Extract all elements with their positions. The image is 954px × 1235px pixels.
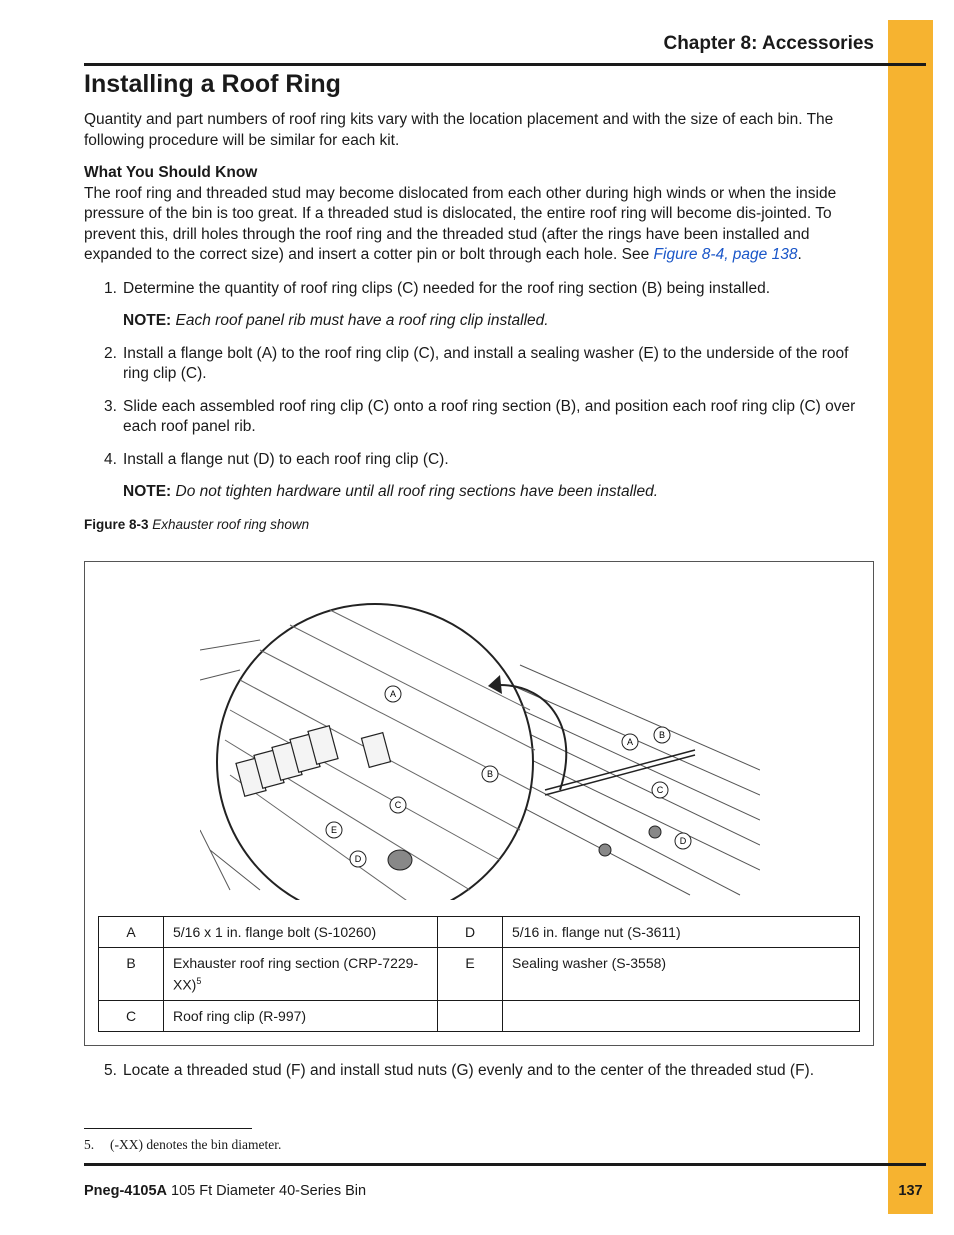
step-number: 5.	[104, 1062, 117, 1079]
steps-list	[84, 279, 874, 300]
step-number: 3.	[104, 397, 117, 415]
parts-legend-table	[98, 916, 860, 1032]
chapter-title: Chapter 8: Accessories	[663, 33, 874, 54]
figure-caption	[84, 515, 874, 536]
footnote-rule	[84, 1128, 252, 1129]
table-row	[99, 1000, 860, 1031]
callout-a-small: A	[626, 737, 634, 747]
intro-paragraph: Quantity and part numbers of roof ring kits vary with the location placement and with the size of each bin. The following procedure will be similar for each kit.	[84, 111, 834, 149]
legend-value	[503, 1000, 860, 1031]
step-text: Install a flange nut (D) to each roof ring clip (C).	[123, 450, 449, 468]
footer-rule	[84, 1163, 926, 1166]
section-heading: What You Should Know	[84, 164, 258, 181]
callout-d-small: D	[679, 836, 687, 846]
note	[84, 482, 874, 503]
legend-value-text: Exhauster roof ring section (CRP-7229-XX)	[173, 955, 419, 993]
know-text: The roof ring and threaded stud may become dislocated from each other during high winds or when the inside pressure of the bin is too great. If a threaded stud is dislocated, the entire roof ring will become dis-jointed. To prevent this, drill holes through the roof ring and the threaded stud (after the rings have been installed and expanded to the correct size) and insert a cotter pin or bolt through each hole. See	[84, 184, 837, 263]
step-text: Determine the quantity of roof ring clips (C) needed for the roof ring section (B) being installed.	[123, 279, 771, 297]
legend-key	[438, 1000, 503, 1031]
body-content	[84, 110, 874, 535]
legend-value: Sealing washer (S-3558)	[503, 948, 860, 1001]
footer-doc-number: Pneg-4105A	[84, 1183, 168, 1199]
callout-c: C	[394, 800, 402, 810]
know-end: .	[797, 246, 802, 263]
legend-key: A	[99, 917, 164, 948]
footnote-text: (-XX) denotes the bin diameter.	[110, 1137, 282, 1152]
callout-b-small: B	[658, 730, 666, 740]
page-number: 137	[898, 1183, 923, 1199]
legend-value: 5/16 x 1 in. flange bolt (S-10260)	[164, 917, 438, 948]
step-number: 1.	[104, 279, 117, 297]
header-rule	[84, 63, 926, 66]
step-number: 4.	[104, 450, 117, 468]
note	[84, 311, 874, 332]
legend-key: B	[99, 948, 164, 1001]
note-text: Each roof panel rib must have a roof ring clip installed.	[175, 312, 549, 329]
callout-b: B	[486, 769, 494, 779]
page-title: Installing a Roof Ring	[84, 70, 341, 98]
step-text: Install a flange bolt (A) to the roof ring clip (C), and install a sealing washer (E) to the underside of the roof ring clip (C).	[123, 344, 849, 382]
figure-link[interactable]: Figure 8-4, page 138	[653, 246, 798, 263]
note-label: NOTE:	[123, 483, 172, 500]
roof-ring-section	[545, 750, 695, 795]
callout-c-small: C	[656, 785, 664, 795]
step-item	[84, 450, 874, 471]
callout-e: E	[330, 825, 338, 835]
note-label: NOTE:	[123, 312, 172, 329]
legend-key: D	[438, 917, 503, 948]
footnote-ref: 5	[196, 976, 202, 986]
figure-caption-text: Exhauster roof ring shown	[152, 516, 310, 532]
footer-doc-title: 105 Ft Diameter 40-Series Bin	[171, 1183, 367, 1199]
figure-number: Figure 8-3	[84, 516, 149, 532]
legend-key: E	[438, 948, 503, 1001]
legend-value: Roof ring clip (R-997)	[164, 1000, 438, 1031]
note-text: Do not tighten hardware until all roof ring sections have been installed.	[175, 483, 659, 500]
footer-doc-info	[84, 1183, 366, 1199]
legend-value	[164, 948, 438, 1001]
footnote	[84, 1137, 281, 1153]
roof-ring-illustration	[200, 590, 760, 900]
step-text: Slide each assembled roof ring clip (C) onto a roof ring section (B), and position each roof ring clip (C) over each roof panel rib.	[123, 397, 856, 435]
step-item	[84, 397, 874, 438]
step-item	[84, 279, 874, 300]
legend-key: C	[99, 1000, 164, 1031]
step-number: 2.	[104, 344, 117, 362]
step-item	[84, 344, 874, 385]
footnote-number: 5.	[84, 1137, 95, 1152]
callout-d: D	[354, 854, 362, 864]
table-row	[99, 917, 860, 948]
legend-value: 5/16 in. flange nut (S-3611)	[503, 917, 860, 948]
know-paragraph	[84, 184, 874, 266]
step-text: Locate a threaded stud (F) and install stud nuts (G) evenly and to the center of the threaded stud (F).	[123, 1062, 814, 1079]
table-row	[99, 948, 860, 1001]
figure-box	[84, 561, 874, 1046]
steps-list	[84, 344, 874, 471]
chapter-tab	[888, 20, 933, 1214]
callout-a: A	[389, 689, 397, 699]
